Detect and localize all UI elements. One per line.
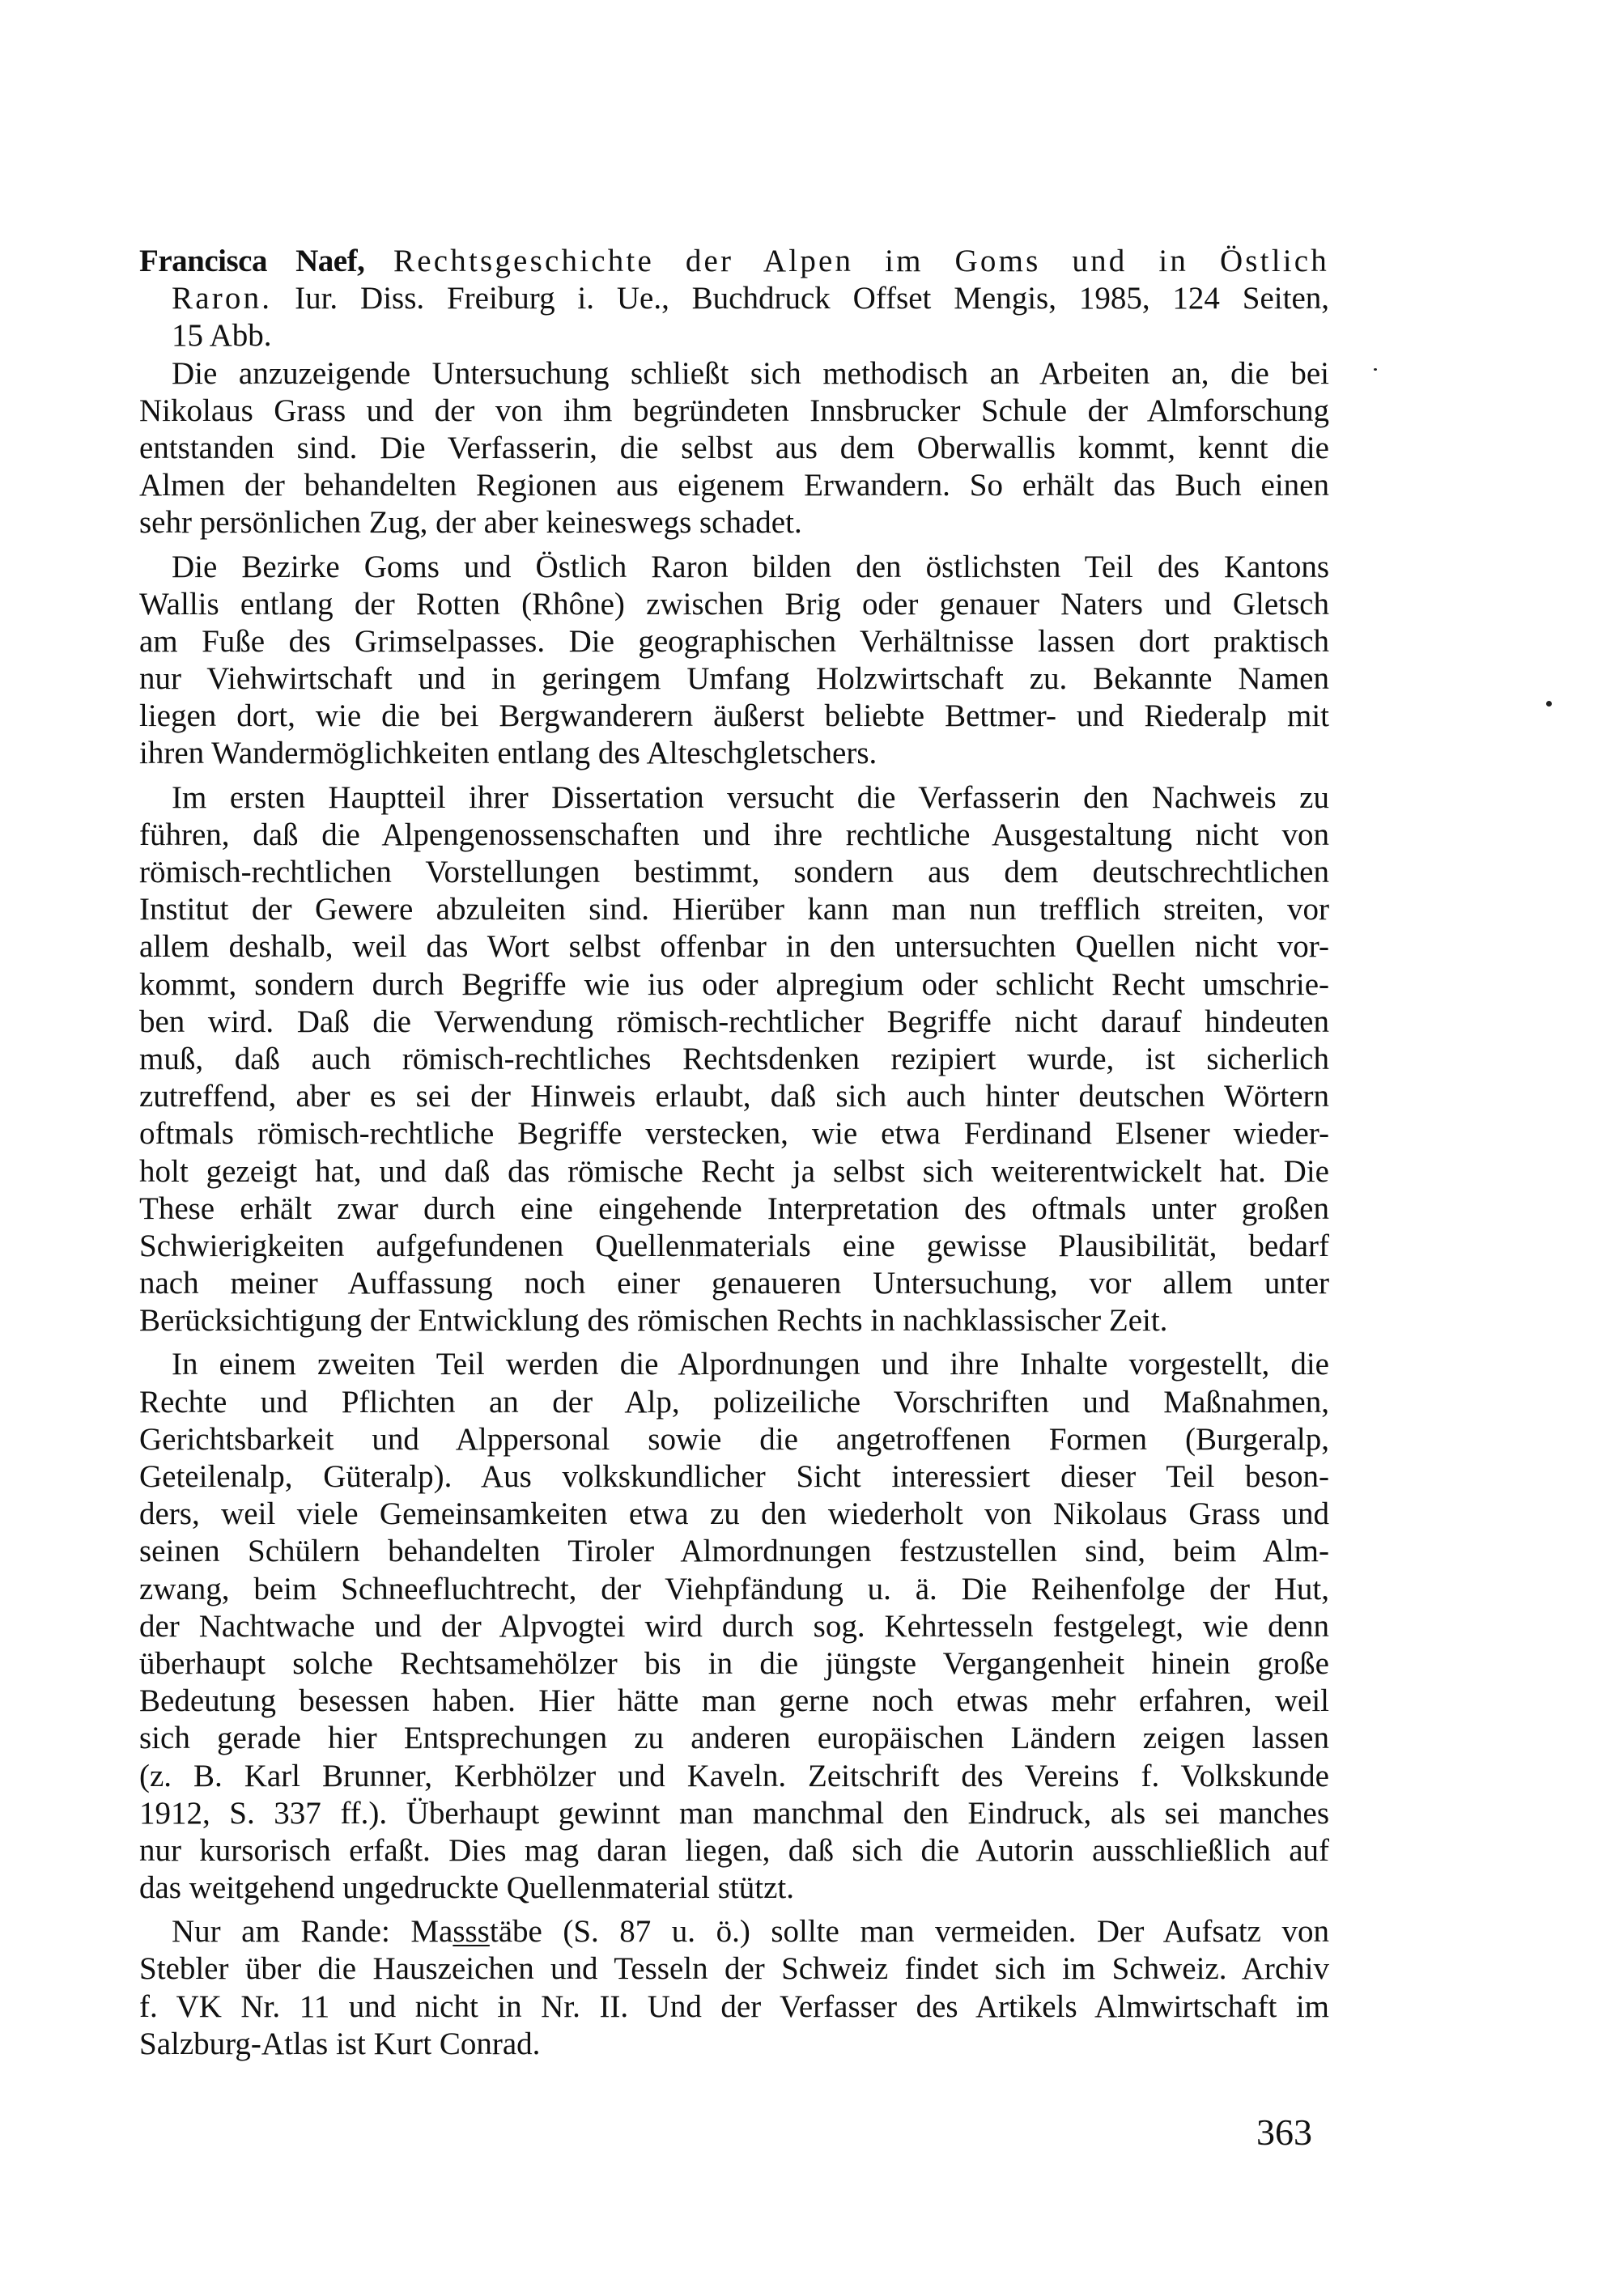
text-line: (z. B. Karl Brunner, Kerbhölzer und Kaveln. Zeitschrift des Vereins f. Volkskunde <box>139 1758 1329 1793</box>
text-line: muß, daß auch römisch-rechtliches Rechtsdenken rezipiert wurde, ist sicherlich <box>139 1041 1329 1076</box>
text-line: liegen dort, wie die bei Bergwanderern äußerst beliebte Bettmer- und Riederalp mit <box>139 698 1329 734</box>
text-line: nur Viehwirtschaft und in geringem Umfang Holzwirtschaft zu. Bekannte Namen <box>139 661 1329 697</box>
paragraph-1 <box>139 355 1329 542</box>
underlined-emphasis: sss <box>453 1914 490 1950</box>
text-line: Rechte und Pflichten an der Alp, polizeiliche Vorschriften und Maßnahmen, <box>139 1384 1329 1420</box>
text-line: zwang, beim Schneefluchtrecht, der Viehpfändung u. ä. Die Reihenfolge der Hut, <box>139 1571 1329 1606</box>
review-text <box>139 243 1329 2063</box>
text-line: führen, daß die Alpengenossenschaften und ihre rechtliche Ausgestaltung nicht von <box>139 817 1329 852</box>
text-line: Institut der Gewere abzuleiten sind. Hierüber kann man nun trefflich streiten, vor <box>139 892 1329 927</box>
text-line: Nur am Rande: Massstäbe (S. 87 u. ö.) sollte man vermeiden. Der Aufsatz von <box>172 1914 1329 1950</box>
text-line: Berücksichtigung der Entwicklung des römischen Rechts in nachklassischer Zeit. <box>139 1303 1168 1339</box>
text-line: Schwierigkeiten aufgefundenen Quellenmaterials eine gewisse Plausibilität, bedarf <box>139 1228 1329 1263</box>
page-number: 363 <box>1256 2111 1312 2153</box>
text-line: ben wird. Daß die Verwendung römisch-rechtlicher Begriffe nicht darauf hindeuten <box>139 1004 1329 1039</box>
text-line: der Nachtwache und der Alpvogtei wird durch sog. Kehrtesseln festgelegt, wie denn <box>139 1608 1329 1644</box>
text-line: kommt, sondern durch Begriffe wie ius oder alpregium oder schlicht Recht umschrie- <box>139 966 1329 1002</box>
text-line: In einem zweiten Teil werden die Alpordnungen und ihre Inhalte vorgestellt, die <box>172 1347 1329 1382</box>
paragraph-3 <box>139 779 1329 1340</box>
text-line: entstanden sind. Die Verfasserin, die selbst aus dem Oberwallis kommt, kennt die <box>139 430 1329 465</box>
scan-speck <box>1546 701 1552 707</box>
text-line: These erhält zwar durch eine eingehende Interpretation des oftmals unter großen <box>139 1190 1329 1226</box>
text-line: römisch-rechtlichen Vorstellungen bestimmt, sondern aus dem deutschrechtlichen <box>139 855 1329 889</box>
text-line: Die Bezirke Goms und Östlich Raron bilden den östlichsten Teil des Kantons <box>172 549 1329 584</box>
publication-details: Iur. Diss. Freiburg i. Ue., Buchdruck Offset Mengis, 1985, 124 Seiten, <box>295 281 1329 316</box>
citation-line-1 <box>139 243 1329 280</box>
text-line: Wallis entlang der Rotten (Rhône) zwischen Brig oder genauer Naters und Gletsch <box>139 586 1329 622</box>
text-line: Salzburg-Atlas ist Kurt Conrad. <box>139 2026 541 2061</box>
paragraph-2 <box>139 549 1329 773</box>
paragraph-5 <box>139 1913 1329 2063</box>
text-line: Bedeutung besessen haben. Hier hätte man gerne noch etwas mehr erfahren, weil <box>139 1683 1329 1719</box>
text-line: allem deshalb, weil das Wort selbst offenbar in den untersuchten Quellen nicht vor- <box>139 929 1329 965</box>
text-line: Geteilenalp, Güteralp). Aus volkskundlicher Sicht interessiert dieser Teil beson- <box>139 1459 1329 1494</box>
text-line: Im ersten Hauptteil ihrer Dissertation versucht die Verfasserin den Nachweis zu <box>172 779 1329 815</box>
text-line: sehr persönlichen Zug, der aber keineswegs schadet. <box>139 505 802 541</box>
text-line: nach meiner Auffassung noch einer genaueren Untersuchung, vor allem unter <box>139 1266 1329 1301</box>
text-line: holt gezeigt hat, und daß das römische Recht ja selbst sich weiterentwickelt hat. Die <box>139 1153 1329 1189</box>
book-title-part-1: Rechtsgeschichte der Alpen im Goms und in Östlich <box>393 244 1330 278</box>
text-line: nur kursorisch erfaßt. Dies mag daran liegen, daß sich die Autorin ausschließlich auf <box>139 1832 1329 1868</box>
paragraph-4 <box>139 1346 1329 1907</box>
citation-line-2 <box>139 280 1329 317</box>
text-line: Gerichtsbarkeit und Alppersonal sowie die angetroffenen Formen (Burgeralp, <box>139 1421 1329 1457</box>
citation-line-3: 15 Abb. <box>172 318 272 354</box>
text-line: oftmals römisch-rechtliche Begriffe verstecken, wie etwa Ferdinand Elsener wieder- <box>139 1116 1329 1152</box>
text-line: Nikolaus Grass und der von ihm begründeten Innsbrucker Schule der Almforschung <box>139 393 1329 428</box>
text-line: seinen Schülern behandelten Tiroler Almordnungen festzustellen sind, beim Alm- <box>139 1534 1329 1569</box>
text-line: ihren Wandermöglichkeiten entlang des Alteschgletschers. <box>139 736 877 771</box>
text-line: das weitgehend ungedruckte Quellenmaterial stützt. <box>139 1870 794 1906</box>
text-line: 1912, S. 337 ff.). Überhaupt gewinnt man manchmal den Eindruck, als sei manches <box>139 1795 1329 1831</box>
text-line: Stebler über die Hauszeichen und Tesseln der Schweiz findet sich im Schweiz. Archiv <box>139 1951 1329 1987</box>
text-line: am Fuße des Grimselpasses. Die geographischen Verhältnisse lassen dort praktisch <box>139 623 1329 659</box>
text-line: Almen der behandelten Regionen aus eigenem Erwandern. So erhält das Buch einen <box>139 468 1329 503</box>
text-line: ders, weil viele Gemeinsamkeiten etwa zu den wiederholt von Nikolaus Grass und <box>139 1496 1329 1532</box>
text-line: sich gerade hier Entsprechungen zu anderen europäischen Ländern zeigen lassen <box>139 1721 1329 1756</box>
text-line: Die anzuzeigende Untersuchung schließt sich methodisch an Arbeiten an, die bei <box>172 355 1329 391</box>
text-line: zutreffend, aber es sei der Hinweis erlaubt, daß sich auch hinter deutschen Wörtern <box>139 1079 1329 1114</box>
citation-heading <box>139 243 1329 355</box>
scan-speck <box>1374 368 1377 371</box>
text-line: f. VK Nr. 11 und nicht in Nr. II. Und der Verfasser des Artikels Almwirtschaft im <box>139 1988 1329 2024</box>
author-name: Francisca Naef, <box>139 244 365 278</box>
book-title-part-2: Raron. <box>172 281 273 316</box>
text-line: überhaupt solche Rechtsamehölzer bis in die jüngste Vergangenheit hinein große <box>139 1645 1329 1681</box>
